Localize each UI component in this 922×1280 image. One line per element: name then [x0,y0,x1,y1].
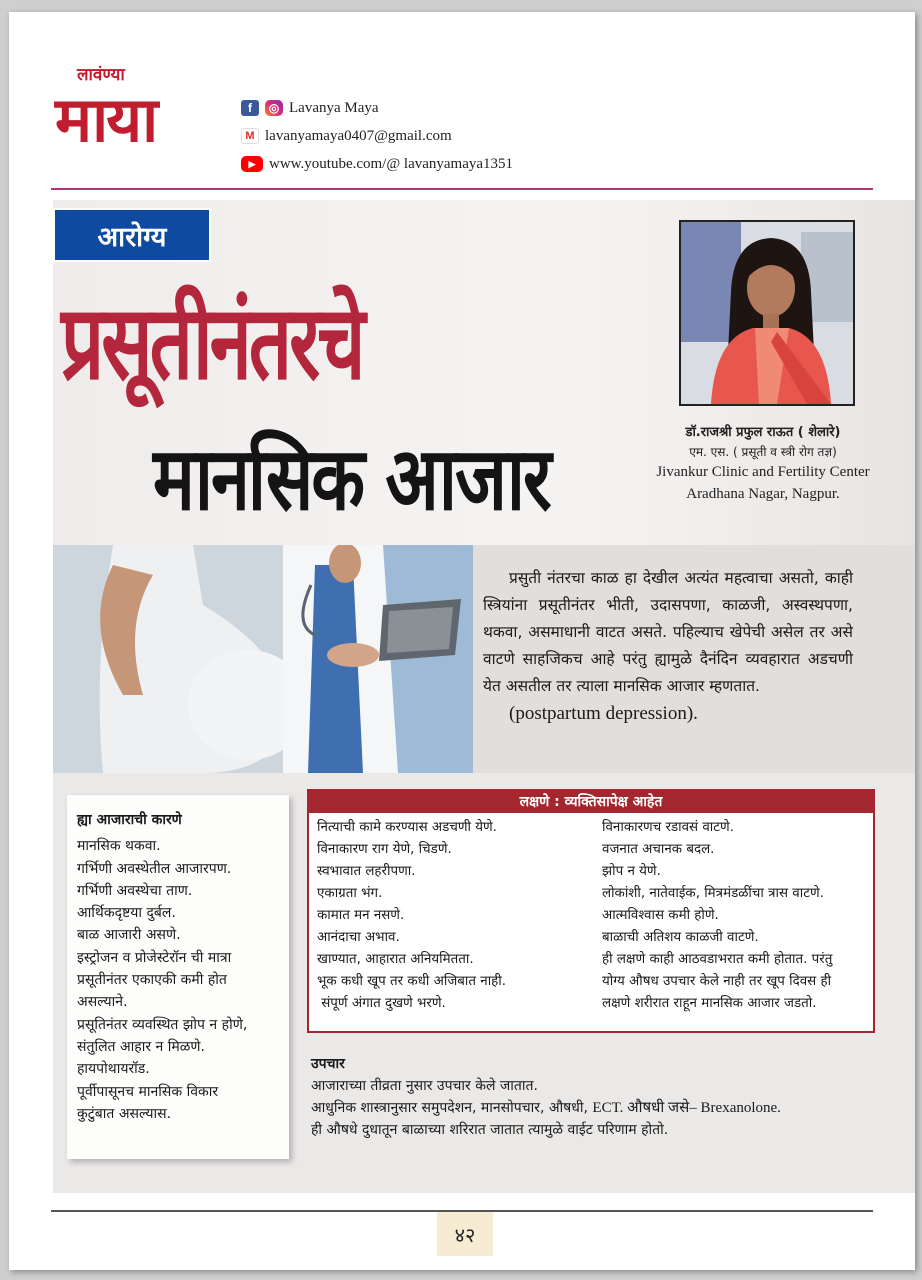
symptom-item: वजनात अचानक बदल. [602,842,715,857]
cause-item: इस्ट्रोजन व प्रोजेस्टेरॉन ची मात्रा [77,949,232,966]
cause-item: कुटुंबात असल्यास. [77,1105,172,1122]
symptom-note: ही लक्षणे काही आठवडाभरात कमी होतात. परंतु [602,952,833,967]
page-number: ४२ [437,1212,493,1256]
author-info [613,422,913,504]
symptom-note: लक्षणे शरीरात राहून मानसिक आजार जडतो. [602,996,817,1011]
treatment-line-part: आधुनिक शास्त्रानुसार समुपदेशन, मानसोपचार, औषधी, [311,1100,593,1116]
email-address: lavanyamaya0407@gmail.com [265,127,452,144]
symptom-item: विनाकारणच रडावसं वाटणे. [602,820,734,835]
article-hero [53,200,915,545]
symptom-note: योग्य औषध उपचार केले नाही तर खूप दिवस ही [602,974,832,989]
clinic-name: Jivankur Clinic and Fertility Center [656,464,870,480]
treatment-line: ही औषधे दुधातून बाळाच्या शरिरात जातात त्यामुळे वाईट परिणाम होतो. [311,1122,669,1138]
cause-item: आर्थिकदृष्टया दुर्बल. [77,905,176,922]
social-row [241,94,513,122]
header-divider [51,188,873,190]
social-handle: Lavanya Maya [289,99,379,116]
symptom-item: लोकांशी, नातेवाईक, मित्रमंडळींचा त्रास वाटणे. [602,886,824,901]
logo-small-text: लावंण्या [77,65,125,85]
symptoms-right-column [602,817,872,1015]
youtube-link: www.youtube.com/@ lavanyamaya1351 [269,155,514,172]
symptoms-columns [309,813,873,1015]
intro-text: प्रसुती नंतरचा काळ हा देखील अत्यंत महत्वाचा असतो, काही स्त्रियांना प्रसूतीनंतर भीती, उदासपणा, काळजी, अस्वस्थपणा, थकवा, असमाधानी वाटत असते. पहिल्याच खेपेची असेल तर असे वाटणे साहजिकच आहे परंतु ह्यामुळे दैनंदिन व्यवहारात अडचणी येत असतील तर त्याला मानसिक आजार म्हणतात. [483,569,853,695]
cause-item: हायपोथायरॉड. [77,1061,150,1078]
author-photo [679,220,855,406]
symptom-item: आनंदाचा अभाव. [317,930,400,945]
treatment-section [311,1053,871,1141]
instagram-icon: ◎ [265,100,283,116]
symptom-item: भूक कधी खूप तर कधी अजिबात नाही. [317,974,506,989]
pregnancy-consultation-photo [53,545,473,773]
cause-item: मानसिक थकवा. [77,838,161,855]
causes-box [67,795,289,1159]
intro-paragraph [483,565,853,727]
cause-item: गर्भिणी अवस्थेतील आजारपण. [77,860,232,877]
symptom-item: संपूर्ण अंगात दुखणे भरणे. [317,996,446,1011]
cause-item: प्रसूतिनंतर व्यवस्थित झोप न होणे, [77,1016,248,1033]
cause-item: बाळ आजारी असणे. [77,927,181,944]
symptom-item: स्वभावात लहरीपणा. [317,864,416,879]
treatment-heading: उपचार [311,1056,345,1072]
logo-main-text: माया [55,83,157,156]
author-name: डॉ.राजश्री प्रफुल राऊत ( शेलारे) [685,425,841,440]
email-row [241,122,513,150]
gmail-icon: M [241,128,259,144]
clinic-address: Aradhana Nagar, Nagpur. [686,486,840,502]
details-section [53,773,915,1193]
causes-heading: ह्या आजाराची कारणे [77,812,182,828]
cause-item: पूर्वीपासूनच मानसिक विकार [77,1083,219,1100]
treatment-drug-text: ECT. औषधी जसे– Brexanolone. [592,1100,781,1116]
cause-item: संतुलित आहार न मिळणे. [77,1038,205,1055]
symptoms-heading: लक्षणे : व्यक्तिसापेक्ष आहेत [309,791,873,813]
treatment-line [311,1097,871,1119]
cause-item: प्रसूतीनंतर एकाएकी कमी होत [77,972,227,989]
section-tag: आरोग्य [53,208,211,262]
cause-item: असल्याने. [77,994,128,1011]
symptom-item: एकाग्रता भंग. [317,886,383,901]
article-title-line1: प्रसूतीनंतरचे [61,282,363,403]
youtube-row [241,150,513,178]
cause-item: गर्भिणी अवस्थेचा ताण. [77,882,193,899]
intro-band [53,545,915,773]
symptom-item: कामात मन नसणे. [317,908,405,923]
facebook-icon: f [241,100,259,116]
contact-block [241,94,513,178]
article-title-line2: मानसिक आजार [153,427,550,530]
magazine-logo [55,62,235,182]
symptoms-box [307,789,875,1033]
treatment-line: आजाराच्या तीव्रता नुसार उपचार केले जातात. [311,1078,538,1094]
symptom-item: झोप न येणे. [602,864,661,879]
symptom-item: बाळाची अतिशय काळजी वाटणे. [602,930,759,945]
symptoms-left-column [317,817,602,1015]
symptom-item: खाण्यात, आहारात अनियमितता. [317,952,474,967]
youtube-icon: ▶ [241,156,263,172]
symptom-item: आत्मविश्वास कमी होणे. [602,908,719,923]
symptom-item: नित्याची कामे करण्यास अडचणी येणे. [317,820,497,835]
magazine-page [9,12,915,1270]
symptom-item: विनाकारण राग येणे, चिडणे. [317,842,452,857]
author-degree: एम. एस. ( प्रसूती व स्त्री रोग तज्ञ) [689,445,837,459]
intro-english-term: (postpartum depression). [509,703,698,724]
